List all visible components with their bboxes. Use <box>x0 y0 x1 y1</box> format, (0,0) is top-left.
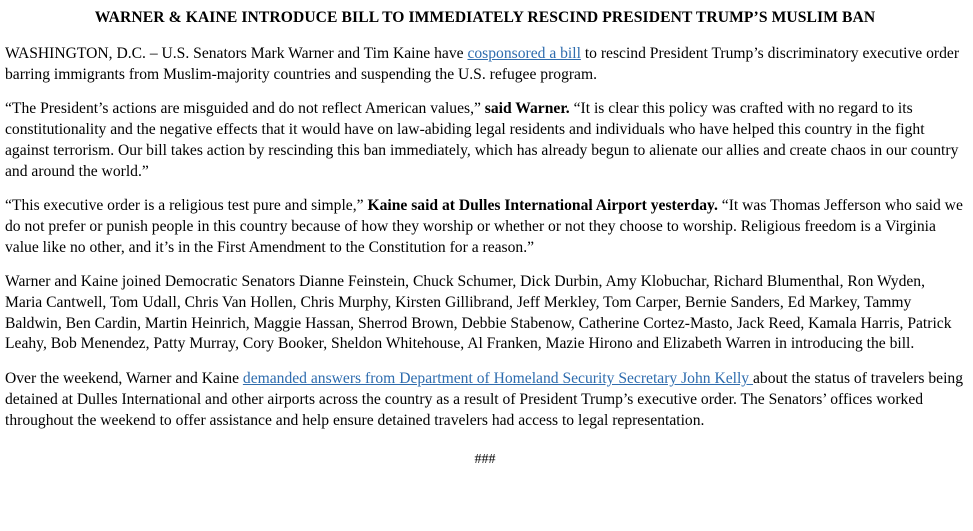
warner-quote-part2: “It is clear this policy was crafted with no regard to its constitutionality and the negative effects that it would have on law-abiding legal residents and individuals who have helped this country in the fight against terrorism. Our bill takes action by rescinding this ban immediately, which has already begun to alienate our allies and create chaos in our country and around the world.” <box>5 100 959 180</box>
warner-attribution: said Warner. <box>484 100 570 118</box>
demanded-answers-link[interactable]: demanded answers from Department of Homeland Security Secretary John Kelly <box>242 370 753 388</box>
paragraph-intro <box>5 44 965 85</box>
intro-text-before: WASHINGTON, D.C. – U.S. Senators Mark Warner and Tim Kaine have <box>5 45 468 62</box>
headline: WARNER & KAINE INTRODUCE BILL TO IMMEDIATELY RESCIND PRESIDENT TRUMP’S MUSLIM BAN <box>94 9 876 26</box>
kaine-quote-part1: “This executive order is a religious test pure and simple,” <box>5 197 368 215</box>
kaine-attribution: Kaine said at Dulles International Airport yesterday. <box>367 197 718 215</box>
cosponsored-bill-link[interactable]: cosponsored a bill <box>467 45 581 62</box>
warner-quote-part1: “The President’s actions are misguided and do not reflect American values,” <box>5 100 485 118</box>
paragraph-weekend <box>5 369 965 431</box>
paragraph-cosponsors: Warner and Kaine joined Democratic Senators Dianne Feinstein, Chuck Schumer, Dick Durbin, Amy Klobuchar, Richard Blumenthal, Ron Wyden, Maria Cantwell, Tom Udall, Chris Van Hollen, Chris Murphy, Kirsten Gillibrand, Jeff Merkley, Tom Carper, Bernie Sanders, Ed Markey, Tammy Baldwin, Ben Cardin, Martin Heinrich, Maggie Hassan, Sherrod Brown, Debbie Stabenow, Catherine Cortez-Masto, Jack Reed, Kamala Harris, Patrick Leahy, Bob Menendez, Patty Murray, Cory Booker, Sheldon Whitehouse, Al Franken, Mazie Hirono and Elizabeth Warren in introducing the bill. <box>5 273 952 353</box>
weekend-text-before: Over the weekend, Warner and Kaine <box>5 370 243 388</box>
end-mark: ### <box>474 452 496 468</box>
kaine-quote-part2: “It was Thomas Jefferson who said we do not prefer or punish people in this country because of how they worship or whether or not they choose to worship. Religious freedom is a Virginia value like no other, and it’s in the First Amendment to the Constitution for a reason.” <box>5 197 963 256</box>
weekend-text-after: about the status of travelers being detained at Dulles International and other airports across the country as a result of President Trump’s executive order. The Senators’ offices worked throughout the weekend to offer assistance and help ensure detained travelers had access to legal representation. <box>5 370 964 429</box>
paragraph-kaine-quote <box>5 196 965 258</box>
intro-text-after: to rescind President Trump’s discriminatory executive order barring immigrants from Muslim-majority countries and suspending the U.S. refugee program. <box>5 45 960 83</box>
paragraph-warner-quote <box>5 99 965 182</box>
